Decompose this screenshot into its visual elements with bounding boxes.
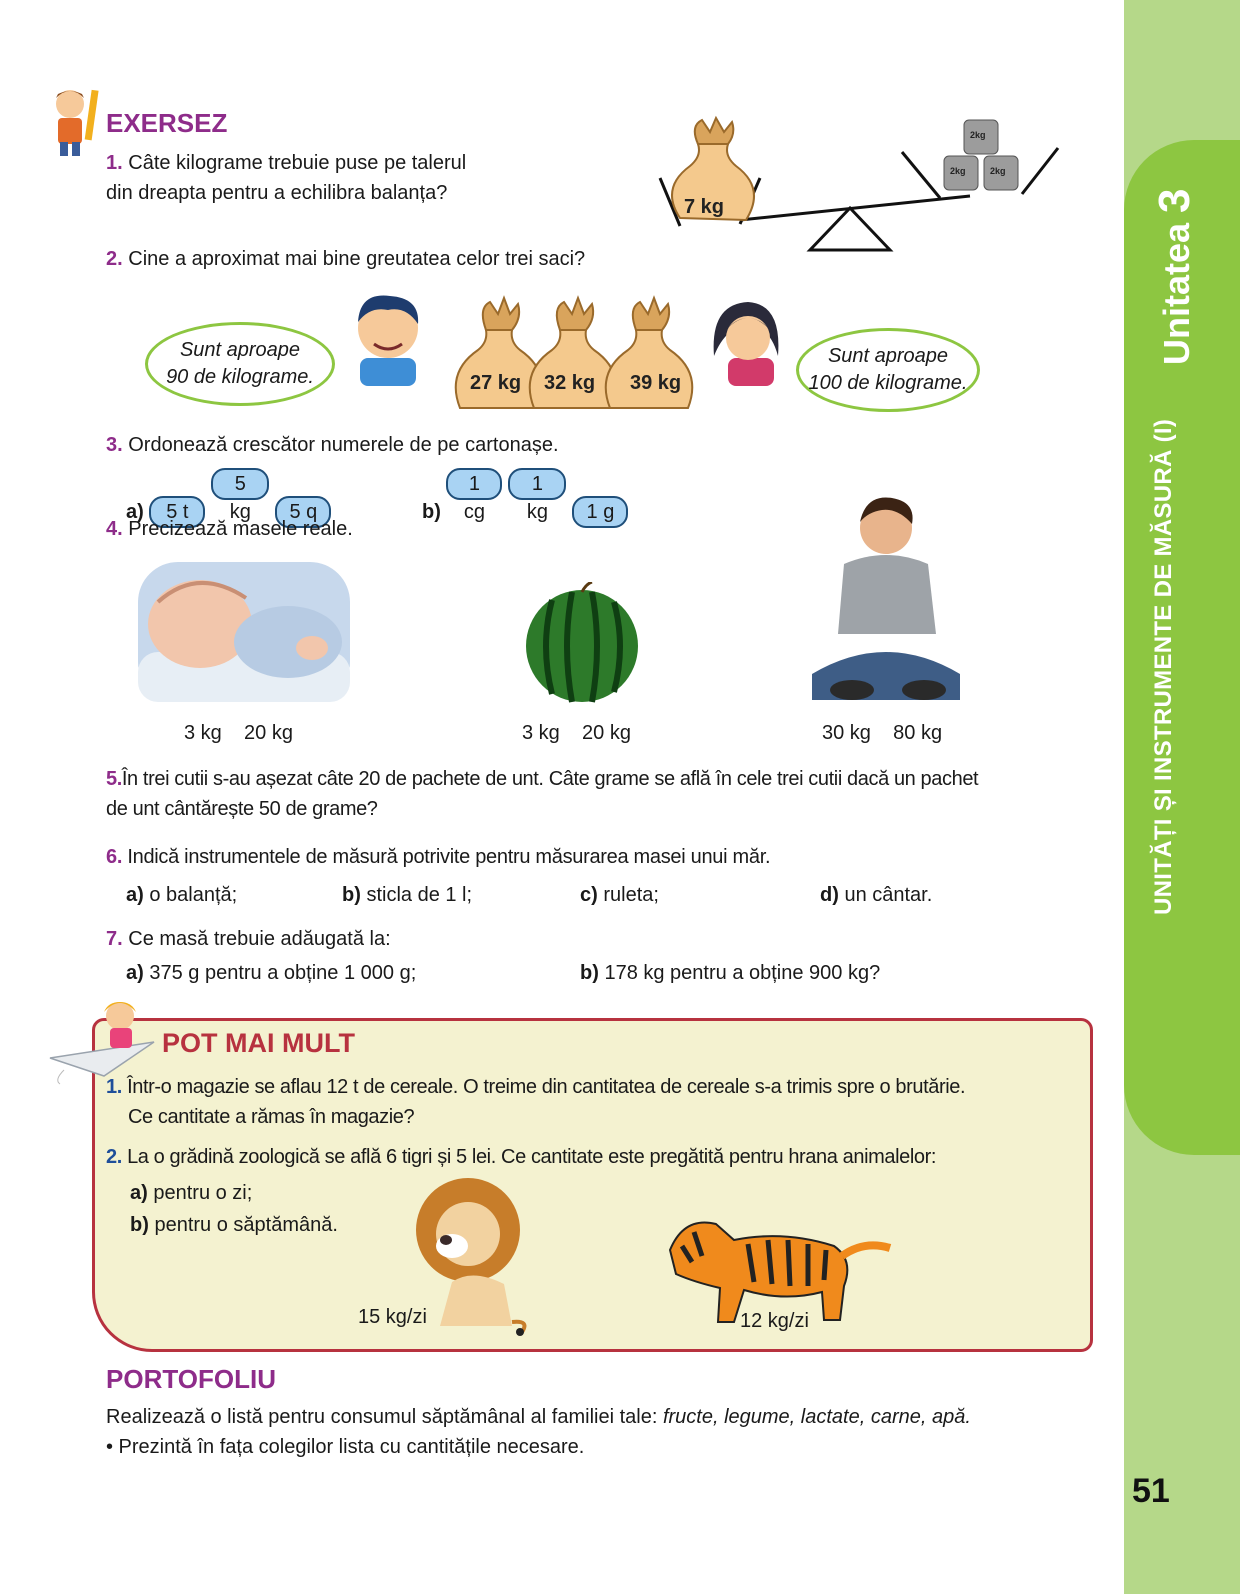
mass-options-baby: 3 kg 20 kg: [184, 722, 293, 744]
card: 1 kg: [508, 468, 566, 500]
challenge-1: 1. Într-o magazie se aflau 12 t de cereale. O treime din cantitatea de cereale s-a trimis spre o brutărie. Ce cantitate a rămas în magazie?: [106, 1076, 966, 1128]
question-3b: b) 1 cg1 kg 1 g: [422, 468, 634, 528]
seated-boy-photo: [812, 494, 962, 704]
boy-pencil-mascot-icon: [46, 86, 102, 158]
challenge-2b: b) pentru o săptămână.: [130, 1214, 338, 1236]
weight-label: 2kg: [950, 166, 966, 176]
card: 1 cg: [446, 468, 502, 500]
challenge-2: 2. La o grădină zoologică se află 6 tigri și 5 lei. Ce cantitate este pregătită pentru hrana animalelor:: [106, 1146, 937, 1168]
exersez-heading: EXERSEZ: [106, 108, 228, 138]
option-6d: d) un cântar.: [820, 884, 933, 906]
mass-options-boy: 30 kg 80 kg: [822, 722, 943, 744]
speech-bubble-right: Sunt aproape 100 de kilograme.: [796, 328, 980, 412]
mass-options-watermelon: 3 kg 20 kg: [522, 722, 631, 744]
tiger-food-label: 12 kg/zi: [740, 1310, 809, 1332]
option-7a: a) 375 g pentru a obține 1 000 g;: [126, 962, 417, 984]
question-1: 1. Câte kilograme trebuie puse pe talerul din dreapta pentru a echilibra balanța?: [106, 152, 467, 204]
girl-character-icon: [710, 296, 784, 386]
option-6a: a) o balanță;: [126, 884, 238, 906]
question-4: 4. Precizează masele reale.: [106, 518, 353, 540]
sleeping-baby-photo: [138, 562, 350, 702]
question-5: 5.În trei cutii s-au așezat câte 20 de pachete de unt. Câte grame se află în cele trei cutii dacă un pachet de unt cântărește 50 de grame?: [106, 768, 979, 820]
balance-scale-illustration: [640, 108, 1070, 258]
question-3a: a) 5 t5 kg 5 q: [126, 468, 337, 528]
lion-food-label: 15 kg/zi: [358, 1306, 427, 1328]
sack-label: 39 kg: [630, 372, 682, 394]
card: 5 t: [149, 496, 205, 528]
card: 1 g: [572, 496, 628, 528]
pot-mai-mult-heading: POT MAI MULT: [162, 1028, 355, 1058]
option-6c: c) ruleta;: [580, 884, 659, 906]
option-7b: b) 178 kg pentru a obține 900 kg?: [580, 962, 881, 984]
lion-icon: [412, 1172, 538, 1338]
weight-label: 2kg: [990, 166, 1006, 176]
sack-weight-label: 7 kg: [684, 196, 725, 218]
watermelon-icon: [522, 582, 644, 704]
card: 5 q: [275, 496, 331, 528]
question-6: 6. Indică instrumentele de măsură potrivite pentru măsurarea masei unui măr.: [106, 846, 771, 868]
question-2: 2. Cine a aproximat mai bine greutatea celor trei saci?: [106, 248, 586, 270]
portofoliu-heading: PORTOFOLIU: [106, 1364, 276, 1394]
speech-bubble-left: Sunt aproape 90 de kilograme.: [145, 322, 335, 406]
card: 5 kg: [211, 468, 269, 500]
question-3: 3. Ordonează crescător numerele de pe cartonașe.: [106, 434, 559, 456]
portofoliu-text: Realizează o listă pentru consumul săptămânal al familiei tale: fructe, legume, lactate, carne, apă. • Prezintă în fața colegilor lista cu cantitățile necesare.: [106, 1406, 971, 1458]
option-6b: b) sticla de 1 l;: [342, 884, 473, 906]
unit-subtitle: UNITĂȚI ȘI INSTRUMENTE DE MĂSURĂ (I): [1150, 418, 1177, 915]
weight-label: 2kg: [970, 130, 986, 140]
question-7: 7. Ce masă trebuie adăugată la:: [106, 928, 391, 950]
three-sacks-illustration: [452, 290, 702, 414]
sack-label: 32 kg: [544, 372, 596, 394]
sack-label: 27 kg: [470, 372, 522, 394]
page-number: 51: [1132, 1472, 1170, 1510]
boy-character-icon: [350, 292, 430, 386]
challenge-2a: a) pentru o zi;: [130, 1182, 253, 1204]
